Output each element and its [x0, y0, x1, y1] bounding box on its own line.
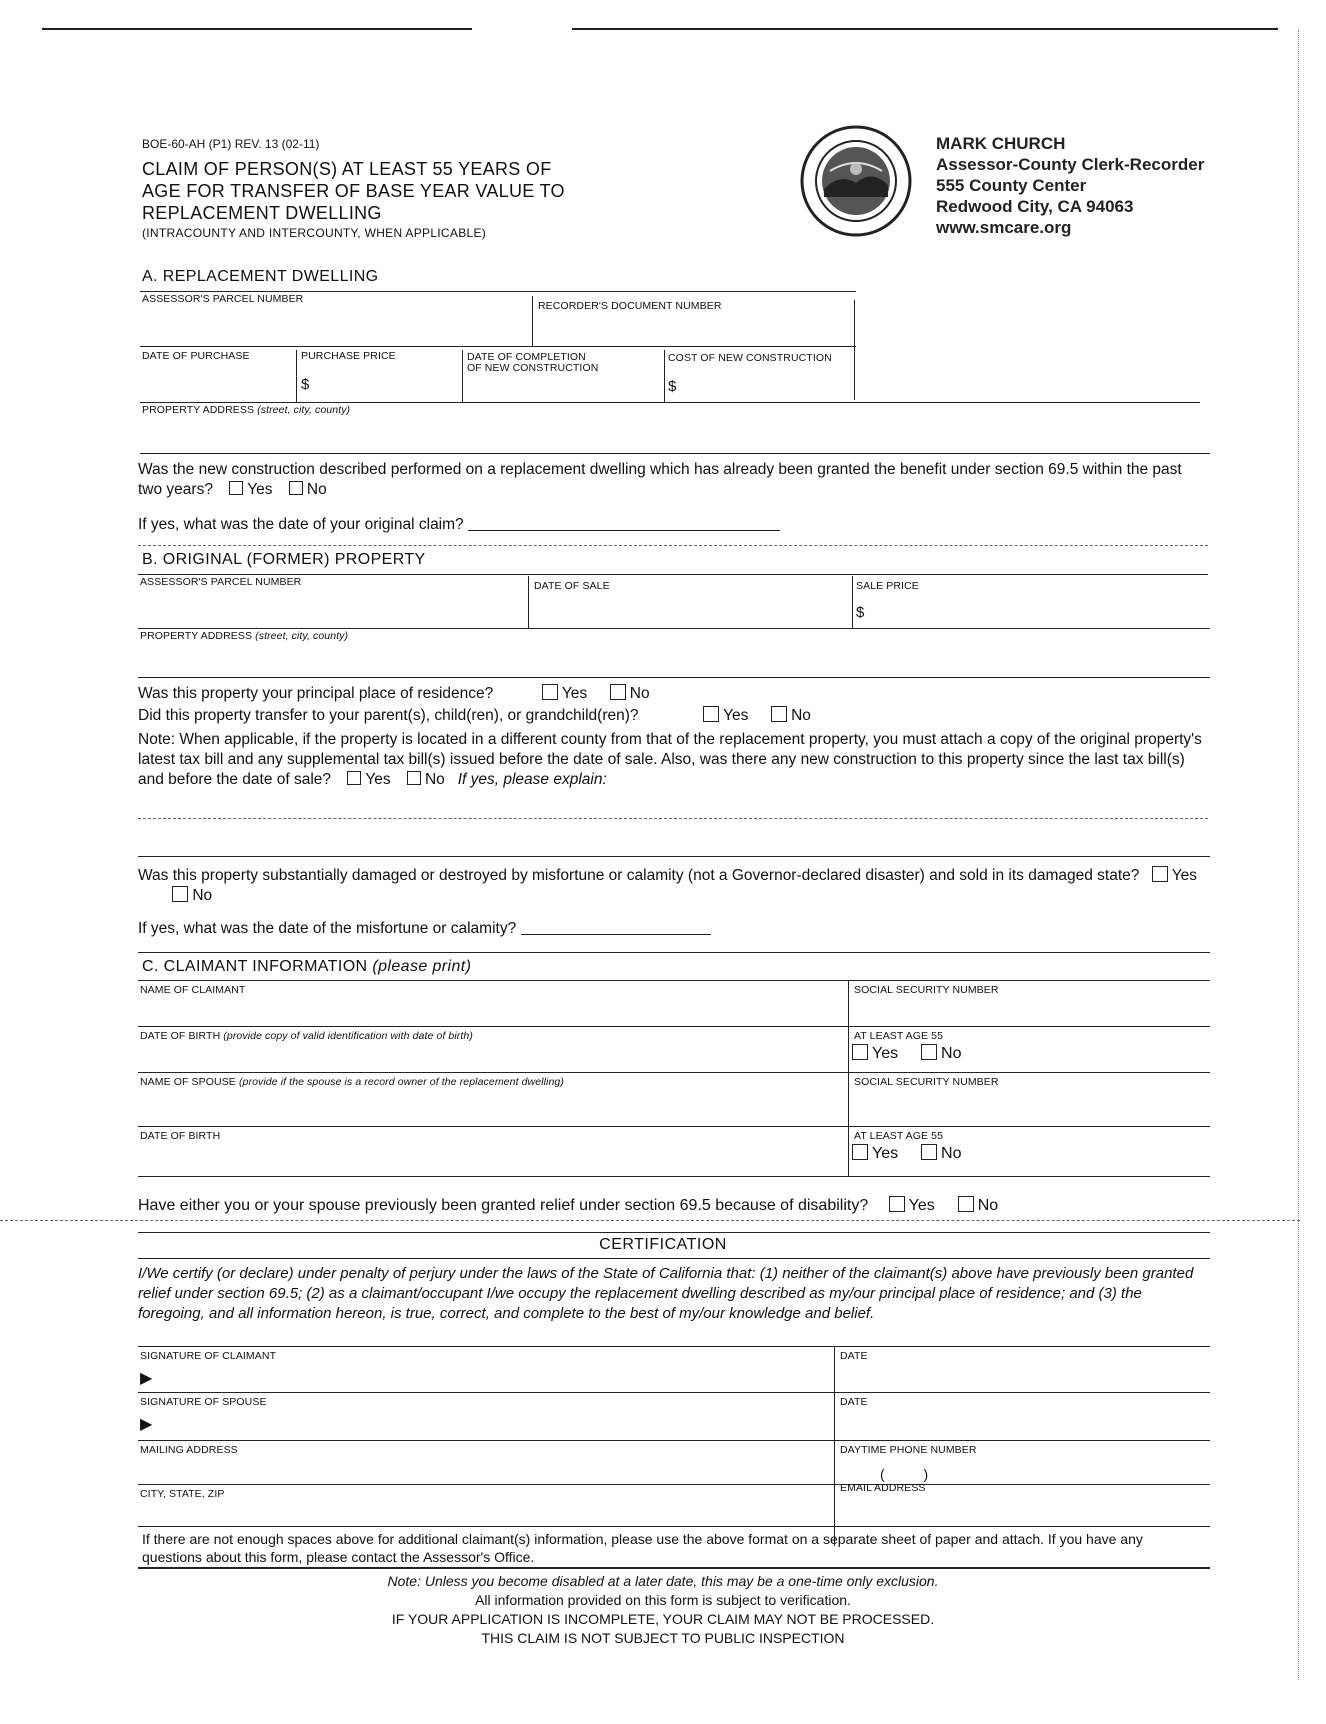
scan-top-line — [42, 28, 472, 30]
damaged-no-label: No — [192, 887, 213, 904]
rule — [138, 952, 1210, 953]
claimant-dob-label — [140, 1030, 473, 1042]
completion-date-label — [467, 352, 598, 374]
rule — [852, 576, 853, 628]
rule — [138, 1526, 1210, 1527]
residence-yes-label: Yes — [561, 685, 588, 702]
additional-claimants-note: If there are not enough spaces above for additional claimant(s) information, please use the above format on a separate sheet of paper and attach. If you have any questions about this form, please contact the Assessor's Office. — [142, 1531, 1143, 1565]
note-tax-bill-text: When applicable, if the property is located in a different county from that of the replacement property, you must attach a copy of the original property's latest tax bill and any supplemental tax bill(s) issued before the date of sale. Also, was there any new construction to this property since the last tax bill(s) and before the date of sale? — [138, 731, 1202, 788]
rule — [138, 1258, 1210, 1259]
explain-prompt: If yes, please explain: — [457, 771, 607, 788]
claimant-signature-label: SIGNATURE OF CLAIMANT — [140, 1350, 277, 1362]
question-disability — [138, 1196, 1210, 1216]
purchase-price-dollar: $ — [301, 376, 310, 393]
rule — [138, 1392, 1210, 1393]
note-tax-bill-label: Note: — [138, 731, 176, 748]
disability-yes-label: Yes — [908, 1197, 935, 1214]
agency-website: www.smcare.org — [936, 218, 1072, 237]
claimant-age55-no-label: No — [941, 1045, 962, 1062]
rule — [138, 545, 1208, 546]
footer-note — [0, 1572, 1326, 1591]
scan-edge — [1298, 30, 1299, 1680]
rule — [664, 350, 665, 402]
explain-line-2[interactable] — [138, 856, 1210, 857]
rule — [140, 402, 1200, 403]
rule — [0, 1220, 1300, 1221]
residence-no-checkbox[interactable] — [610, 684, 626, 700]
rule — [532, 296, 533, 346]
spouse-name-label — [140, 1076, 564, 1088]
question-principal-residence-text: Was this property your principal place of residence? — [138, 685, 494, 702]
rule — [138, 574, 1208, 575]
transfer-no-label: No — [791, 707, 811, 724]
question-family-transfer — [138, 706, 1210, 726]
sale-price-label: SALE PRICE — [856, 580, 919, 592]
rule — [296, 350, 297, 402]
rule — [138, 1440, 1210, 1441]
spouse-ssn-label: SOCIAL SECURITY NUMBER — [854, 1076, 999, 1088]
new-construction-no-label: No — [424, 771, 445, 788]
question-damage-date — [138, 918, 1210, 939]
spouse-age55-no-label: No — [941, 1145, 962, 1162]
disability-no-label: No — [977, 1197, 999, 1214]
former-address-label — [140, 630, 348, 642]
verification-note: All information provided on this form is subject to verification. — [475, 1592, 851, 1608]
email-label: EMAIL ADDRESS — [840, 1482, 926, 1494]
section-c-heading — [142, 958, 471, 976]
rule — [138, 980, 1210, 981]
cost-new-construction-label: COST OF NEW CONSTRUCTION — [668, 352, 832, 364]
question-prior-benefit — [138, 460, 1210, 500]
rule — [138, 677, 1210, 678]
apn-label: ASSESSOR'S PARCEL NUMBER — [142, 293, 304, 305]
title-line-1: CLAIM OF PERSON(S) AT LEAST 55 YEARS OF — [142, 159, 552, 179]
phone-area-code-field[interactable]: ( ) — [880, 1466, 929, 1482]
date-of-purchase-label: DATE OF PURCHASE — [142, 350, 250, 362]
certification-heading: CERTIFICATION — [599, 1236, 727, 1253]
rule — [138, 1126, 1210, 1127]
question-original-claim-date — [138, 514, 1210, 535]
question-damage-date-text: If yes, what was the date of the misfortune or calamity? — [138, 920, 517, 937]
residence-yes-checkbox[interactable] — [542, 684, 558, 700]
property-address-label — [142, 404, 350, 416]
cost-dollar: $ — [668, 378, 677, 395]
spouse-date-label: DATE — [840, 1396, 868, 1408]
mailing-address-label: MAILING ADDRESS — [140, 1444, 238, 1456]
rule — [138, 1484, 1210, 1485]
spouse-signature-arrow-icon: ▶ — [140, 1416, 153, 1433]
section-c-heading-hint: (please print) — [372, 958, 472, 975]
rule — [138, 1026, 1210, 1027]
agency-address-1: 555 County Center — [936, 176, 1087, 195]
rule — [140, 291, 856, 292]
claimant-dob-label-text: DATE OF BIRTH — [140, 1030, 221, 1042]
recorder-doc-label: RECORDER'S DOCUMENT NUMBER — [538, 300, 722, 312]
rule — [138, 1072, 1210, 1073]
phone-label: DAYTIME PHONE NUMBER — [840, 1444, 977, 1456]
county-seal-icon — [800, 125, 912, 237]
question-damaged — [138, 866, 1210, 906]
form-title — [142, 158, 565, 242]
question-damaged-text: Was this property substantially damaged or destroyed by misfortune or calamity (not a Governor-declared disaster) and sold in its damaged state? — [138, 867, 1140, 884]
spouse-name-hint: (provide if the spouse is a record owner of the replacement dwelling) — [238, 1076, 564, 1088]
transfer-yes-checkbox[interactable] — [703, 706, 719, 722]
title-subtitle: (INTRACOUNTY AND INTERCOUNTY, WHEN APPLICABLE) — [142, 226, 487, 240]
claimant-signature-arrow-icon: ▶ — [140, 1370, 153, 1387]
agency-name: MARK CHURCH — [936, 134, 1066, 153]
new-construction-yes-label: Yes — [365, 771, 391, 788]
spouse-age55-yes-checkbox[interactable] — [852, 1144, 868, 1160]
rule — [834, 1346, 835, 1546]
prior-benefit-yes-checkbox[interactable] — [229, 481, 243, 495]
title-line-3: REPLACEMENT DWELLING — [142, 203, 382, 223]
agency-block — [936, 133, 1204, 238]
new-construction-no-checkbox[interactable] — [407, 771, 421, 785]
rule — [138, 1176, 1210, 1177]
question-family-transfer-text: Did this property transfer to your parent(s), child(ren), or grandchild(ren)? — [138, 707, 639, 724]
claimant-age55-label: AT LEAST AGE 55 — [854, 1030, 944, 1042]
prior-benefit-no-checkbox[interactable] — [289, 481, 303, 495]
agency-title: Assessor-County Clerk-Recorder — [936, 155, 1205, 174]
spouse-age55-label: AT LEAST AGE 55 — [854, 1130, 944, 1142]
completion-date-label-line-1: DATE OF COMPLETION — [467, 351, 586, 363]
spouse-dob-label: DATE OF BIRTH — [140, 1130, 221, 1142]
spouse-signature-label: SIGNATURE OF SPOUSE — [140, 1396, 267, 1408]
claimant-signature-field[interactable] — [170, 1362, 830, 1390]
claimant-ssn-label: SOCIAL SECURITY NUMBER — [854, 984, 999, 996]
agency-address-2: Redwood City, CA 94063 — [936, 197, 1134, 216]
rule — [528, 576, 529, 628]
rule — [140, 346, 856, 347]
spouse-age55-no-checkbox[interactable] — [921, 1144, 937, 1160]
property-address-label-text: PROPERTY ADDRESS — [142, 404, 255, 416]
rule — [138, 1232, 1210, 1233]
certification-text: I/We certify (or declare) under penalty of perjury under the laws of the State of California that: (1) neither of the claimant(s) above have previously been granted relief under section 69.5; (2) as a claimant/occupant I/we occupy the replacement dwelling described as my/our principal place of residence; and (3) the foregoing, and all information hereon, is true, correct, and complete to the best of my/our knowledge and belief. — [138, 1265, 1194, 1322]
claimant-age55-yes-checkbox[interactable] — [852, 1044, 868, 1060]
prior-benefit-no-label: No — [306, 481, 327, 498]
incomplete-warning: IF YOUR APPLICATION IS INCOMPLETE, YOUR CLAIM MAY NOT BE PROCESSED. — [391, 1611, 935, 1627]
damaged-yes-checkbox[interactable] — [1152, 866, 1168, 882]
damaged-no-checkbox[interactable] — [172, 886, 188, 902]
section-b-heading: B. ORIGINAL (FORMER) PROPERTY — [142, 551, 426, 568]
claimant-name-label: NAME OF CLAIMANT — [140, 984, 246, 996]
scan-top-line-right — [572, 28, 1278, 30]
question-prior-benefit-text: Was the new construction described performed on a replacement dwelling which has already been granted the benefit under section 69.5 within the past two years? — [138, 461, 1182, 498]
spouse-name-label-text: NAME OF SPOUSE — [140, 1076, 236, 1088]
footer-note-text: Note: Unless you become disabled at a later date, this may be a one-time only exclusion. — [387, 1573, 939, 1589]
disability-no-checkbox[interactable] — [958, 1196, 974, 1212]
rule — [138, 1567, 1210, 1569]
claimant-date-label: DATE — [840, 1350, 868, 1362]
claimant-age55-no-checkbox[interactable] — [921, 1044, 937, 1060]
new-construction-yes-checkbox[interactable] — [347, 771, 361, 785]
form-number: BOE-60-AH (P1) REV. 13 (02-11) — [142, 137, 320, 151]
section-c-heading-text: C. CLAIMANT INFORMATION — [142, 958, 368, 975]
former-apn-label: ASSESSOR'S PARCEL NUMBER — [140, 576, 302, 588]
public-inspection-note: THIS CLAIM IS NOT SUBJECT TO PUBLIC INSPECTION — [481, 1630, 845, 1646]
property-address-hint: (street, city, county) — [257, 404, 351, 416]
disability-yes-checkbox[interactable] — [889, 1196, 905, 1212]
question-principal-residence — [138, 684, 1210, 704]
rule — [462, 350, 463, 402]
question-disability-text: Have either you or your spouse previously been granted relief under section 69.5 because of disability? — [138, 1197, 869, 1214]
rule — [140, 453, 1210, 454]
claimant-age55-yes-label: Yes — [872, 1045, 899, 1062]
sale-price-dollar: $ — [856, 604, 865, 621]
purchase-price-label: PURCHASE PRICE — [301, 350, 396, 362]
spouse-age55-options — [852, 1144, 961, 1163]
explain-line-1[interactable] — [138, 818, 1208, 819]
city-state-zip-label: CITY, STATE, ZIP — [140, 1488, 225, 1500]
rule — [848, 980, 849, 1176]
note-tax-bill — [138, 730, 1210, 790]
former-address-hint: (street, city, county) — [255, 630, 349, 642]
date-of-sale-label: DATE OF SALE — [534, 580, 610, 592]
transfer-yes-label: Yes — [723, 707, 749, 724]
rule — [138, 1346, 1210, 1347]
damage-date-field[interactable] — [521, 918, 711, 935]
spouse-signature-field[interactable] — [170, 1408, 830, 1436]
question-original-claim-date-text: If yes, what was the date of your original claim? — [138, 516, 464, 533]
title-line-2: AGE FOR TRANSFER OF BASE YEAR VALUE TO — [142, 181, 565, 201]
spouse-age55-yes-label: Yes — [872, 1145, 899, 1162]
prior-benefit-yes-label: Yes — [247, 481, 273, 498]
residence-no-label: No — [629, 685, 650, 702]
damaged-yes-label: Yes — [1171, 867, 1197, 884]
rule — [854, 300, 855, 400]
claimant-dob-hint: (provide copy of valid identification with date of birth) — [223, 1030, 473, 1042]
completion-date-label-line-2: OF NEW CONSTRUCTION — [467, 362, 599, 374]
section-a-heading: A. REPLACEMENT DWELLING — [142, 268, 379, 285]
claimant-age55-options — [852, 1044, 961, 1063]
former-address-label-text: PROPERTY ADDRESS — [140, 630, 253, 642]
rule — [138, 628, 1210, 629]
original-claim-date-field[interactable] — [468, 514, 780, 531]
transfer-no-checkbox[interactable] — [771, 706, 787, 722]
